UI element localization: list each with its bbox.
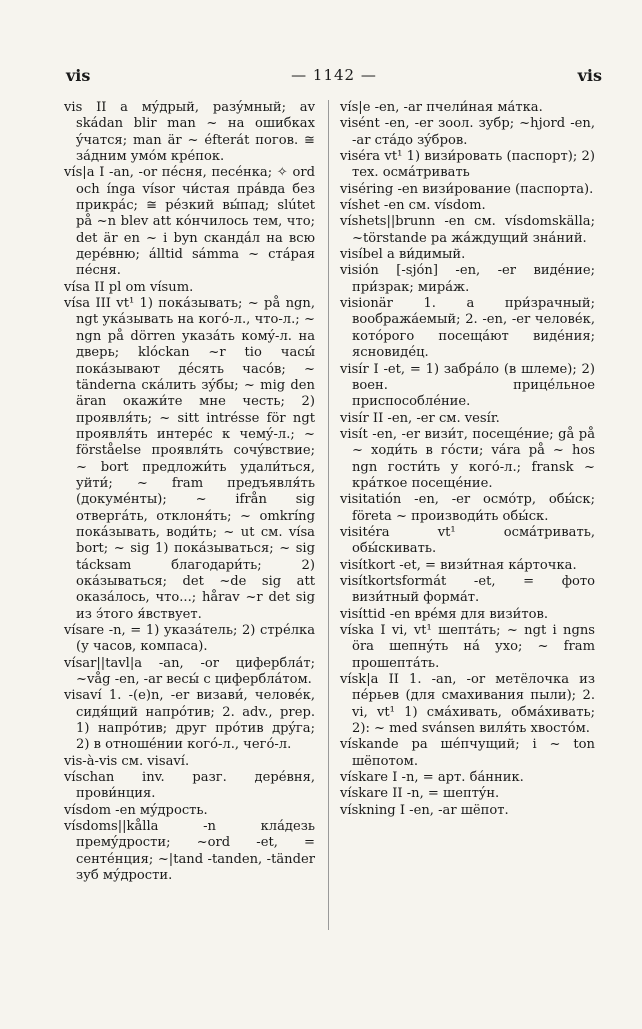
dictionary-entry: vís|a I -an, -or пéсня, песéнка; ✧ ord och ínga vísor чи́стая прáвда без прикрáс; ≅ рéзкий вы́пад; slútet på ~n blev att кóнчилось тем, что; det är en ~ i byn скандáл на всю дерéвню; álltid sámma ~ стáрая пéсня. xyxy=(64,165,315,279)
dictionary-entry: visaví 1. -(e)n, -er визави́, человéк, сидя́щий напрóтив; 2. adv., prep. 1) напрóтив; друг прóтив дрýга; 2) в отношéнии когó-л., чегó-л. xyxy=(64,688,315,753)
dictionary-entry: visitéra vt¹ осмáтривать, обы́скивать. xyxy=(340,524,595,557)
dictionary-entry: vískare II -n, = шептýн. xyxy=(340,786,500,802)
page-header xyxy=(66,66,602,92)
column-divider xyxy=(328,100,329,930)
dictionary-entry: vis-à-vis см. visaví. xyxy=(64,753,190,769)
dictionary-entry: visitatión -en, -er осмóтр, обы́ск; företa ~ производи́ть обы́ск. xyxy=(340,492,595,524)
left-column xyxy=(64,100,315,885)
header-left-word: vis xyxy=(66,66,91,85)
dictionary-entry: visítkortsformát -et, = фото визи́тный формáт. xyxy=(340,573,595,606)
dictionary-entry: vísdom -en мýдрость. xyxy=(64,802,208,818)
dictionary-entry: visión [-sjón] -en, -er видéние; при́зрак; мирáж. xyxy=(340,263,595,295)
dictionary-entry: vískande pa шéпчущий; i ~ ton шёпотом. xyxy=(340,737,595,769)
dictionary-entry: víschan inv. разг. дерéвня, прови́нция. xyxy=(64,770,315,802)
dictionary-entry: vísa II pl om vísum. xyxy=(64,279,194,295)
dictionary-entry: víshet -en см. vísdom. xyxy=(340,198,486,214)
dictionary-entry: vísa III vt¹ 1) покáзывать; ~ på ngn, ngt укáзывать на когó-л., что-л.; ~ ngn på dörren указáть комý-л. на дверь; klóckan ~r tio часы́ покáзывают дéсять часóв; ~ tänderna скáлить зýбы; ~ mig den äran окажи́те мне честь; 2) проявля́ть; ~ sitt intrésse för ngt проявля́ть интерéс к чемý-л.; ~ förståelse проявля́ть сочýвствие; ~ bort предложи́ть удали́ться, уйти́; ~ fram предъявля́ть (докумéнты); ~ ifrån sig отвергáть, отклоня́ть; ~ omkríng покáзывать, води́ть; ~ ut см. vísa bort; ~ sig 1) покáзываться; ~ sig tácksam благодари́ть; 2) окáзываться; det ~de sig att оказáлось, что...; hårav ~r det sig из э́того я́вствует. xyxy=(64,296,315,622)
right-column xyxy=(340,100,595,819)
dictionary-entry: visít -en, -er визи́т, посещéние; gå på ~ ходи́ть в гóсти; vára på ~ hos ngn гости́ть у когó-л.; fransk ~ крáткое посещéние. xyxy=(340,426,595,491)
dictionary-entry: visionär 1. a при́зрачный; вообража́емый; 2. -en, -er человéк, котóрого посещáют видéния; ясновидéц. xyxy=(340,296,595,361)
header-right-word: vis xyxy=(577,66,602,85)
dictionary-entry: víshets||brunn -en см. vísdomskälla; ~törstande pa жáждущий знáний. xyxy=(340,214,595,246)
dictionary-entry: visítkort -et, = визи́тная кáрточка. xyxy=(340,557,577,573)
dictionary-entry: visíbel a ви́димый. xyxy=(340,247,466,263)
dictionary-entry: visír I -et, = 1) забрáло (в шлеме); 2) воен. прицéльное приспособлéние. xyxy=(340,361,595,410)
dictionary-entry: vísdoms||kålla -n клáдезь премýдрости; ~ord -et, = сентéнция; ~|tand -tanden, -tänder зуб мýдрости. xyxy=(64,819,315,884)
dictionary-entry: visír II -en, -er см. vesír. xyxy=(340,410,500,426)
dictionary-entry: vískare I -n, = арт. бáнник. xyxy=(340,770,524,786)
dictionary-entry: vísar||tavl|a -an, -or цифербла́т; ~våg -en, -ar весы́ с циферблáтом. xyxy=(64,655,315,688)
dictionary-entry: vískning I -en, -ar шёпот. xyxy=(340,802,509,818)
dictionary-entry: viséra vt¹ 1) визи́ровать (паспорт); 2) тех. осмáтривать xyxy=(340,149,595,181)
dictionary-entry: visíttid -en врéмя для визи́тов. xyxy=(340,606,549,622)
dictionary-entry: víska I vi, vt¹ шептáть; ~ ngt i ngns öra шепнýть нá ухо; ~ fram прошептáть. xyxy=(340,623,595,671)
dictionary-entry: vis II a мýдрый, разýмный; av skádan blir man ~ на ошибках ýчатся; man är ~ éfterát погов. ≅ зáдним умóм крéпок. xyxy=(64,100,315,165)
page-number: — 1142 — xyxy=(291,66,377,84)
dictionary-entry: visént -en, -er зоол. зубр; ~hjord -en, -ar стáдо зýбров. xyxy=(340,116,595,148)
dictionary-entry: vís|e -en, -ar пчели́ная мáтка. xyxy=(340,100,543,115)
dictionary-entry: vísare -n, = 1) указáтель; 2) стрéлка (у часов, компаса). xyxy=(64,623,315,655)
dictionary-entry: viséring -en визи́рование (паспорта). xyxy=(340,181,594,197)
dictionary-entry: vísk|a II 1. -an, -or метёлочка из пéрьев (для смахивания пыли); 2. vi, vt¹ 1) смáхивать, обмáхивать; 2): ~ med svánsen виля́ть хвостóм. xyxy=(340,672,595,737)
